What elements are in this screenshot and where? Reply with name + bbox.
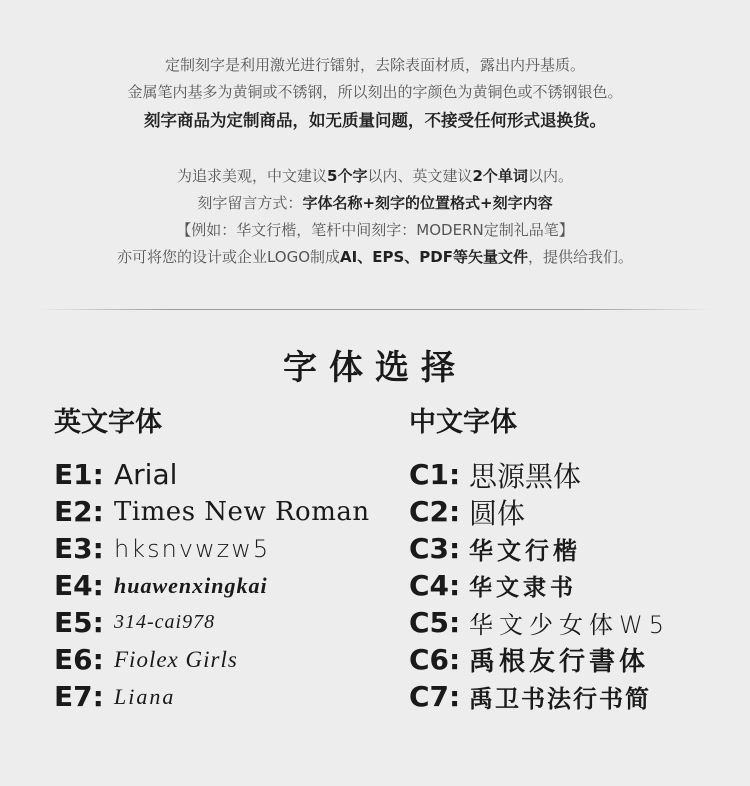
section-divider <box>38 309 712 310</box>
font-sample: 华文隶书 <box>469 574 577 601</box>
font-sample: Fiolex Girls <box>114 646 238 672</box>
font-option-c5 <box>409 604 739 641</box>
font-option-e4 <box>54 567 384 604</box>
font-code: C5: <box>409 606 461 639</box>
font-code: E3: <box>54 532 104 565</box>
font-code: E6: <box>54 643 104 676</box>
english-fonts-column <box>54 404 384 715</box>
font-option-c7 <box>409 678 739 715</box>
font-option-e6 <box>54 641 384 678</box>
guide-text: 以内。 <box>527 167 573 185</box>
font-sample: 思源黑体 <box>469 459 582 493</box>
intro-text <box>0 52 750 136</box>
section-title: 字体选择 <box>283 348 467 388</box>
font-sample: huawenxingkai <box>114 572 268 598</box>
chinese-fonts-column <box>409 404 739 715</box>
guide-highlight: AI、EPS、PDF等矢量文件 <box>340 248 528 266</box>
font-code: C7: <box>409 680 461 713</box>
guide-line-3: 【例如：华文行楷，笔杆中间刻字：MODERN定制礼品笔】 <box>176 221 574 239</box>
font-code: E5: <box>54 606 104 639</box>
intro-line-2: 金属笔内基多为黄铜或不锈钢，所以刻出的字颜色为黄铜色或不锈钢银色。 <box>127 83 623 101</box>
guide-highlight: 5个字 <box>327 167 368 185</box>
font-sample: Arial <box>114 458 178 491</box>
font-option-e5 <box>54 604 384 641</box>
font-sample: 禹根友行書体 <box>469 647 650 677</box>
font-code: E7: <box>54 680 104 713</box>
font-option-e2 <box>54 493 384 530</box>
intro-line-1: 定制刻字是利用激光进行镭射，去除表面材质，露出内丹基质。 <box>164 56 585 74</box>
guide-text: ，提供给我们。 <box>527 248 633 266</box>
font-code: E1: <box>54 458 104 491</box>
guide-highlight: 2个单词 <box>472 167 528 185</box>
guide-line-2 <box>0 190 750 217</box>
english-fonts-title: 英文字体 <box>54 407 162 438</box>
font-option-c6 <box>409 641 739 678</box>
font-option-c1 <box>409 456 739 493</box>
chinese-fonts-title: 中文字体 <box>409 407 517 438</box>
font-code: E4: <box>54 569 104 602</box>
font-code: C1: <box>409 458 461 491</box>
font-option-c4 <box>409 567 739 604</box>
guide-line-1 <box>0 163 750 190</box>
font-code: C6: <box>409 643 461 676</box>
font-sample: 圆体 <box>469 496 526 530</box>
font-code: C4: <box>409 569 461 602</box>
guide-text: 刻字留言方式： <box>197 194 303 212</box>
guide-highlight: 字体名称+刻字的位置格式+刻字内容 <box>302 194 553 212</box>
guide-text: 亦可将您的设计或企业LOGO制成 <box>116 248 341 266</box>
font-sample: 华文少女体W5 <box>469 611 670 639</box>
font-option-e1 <box>54 456 384 493</box>
engraving-guide <box>0 163 750 271</box>
font-sample: 华文行楷 <box>469 536 581 565</box>
font-option-e3 <box>54 530 384 567</box>
guide-text: 为追求美观，中文建议 <box>177 167 328 185</box>
font-sample: hksnvwzw5 <box>114 534 271 563</box>
font-sample: Liana <box>114 683 176 709</box>
intro-line-3: 刻字商品为定制商品，如无质量问题，不接受任何形式退换货。 <box>144 111 606 130</box>
font-code: C3: <box>409 532 461 565</box>
font-sample: 314-cai978 <box>114 611 216 633</box>
font-code: C2: <box>409 495 461 528</box>
font-code: E2: <box>54 495 104 528</box>
font-option-c2 <box>409 493 739 530</box>
font-sample: 禹卫书法行书简 <box>469 684 651 713</box>
font-option-e7 <box>54 678 384 715</box>
font-option-c3 <box>409 530 739 567</box>
guide-text: 以内、英文建议 <box>367 167 473 185</box>
font-sample: Times New Roman <box>114 496 370 527</box>
guide-line-4 <box>0 244 750 271</box>
